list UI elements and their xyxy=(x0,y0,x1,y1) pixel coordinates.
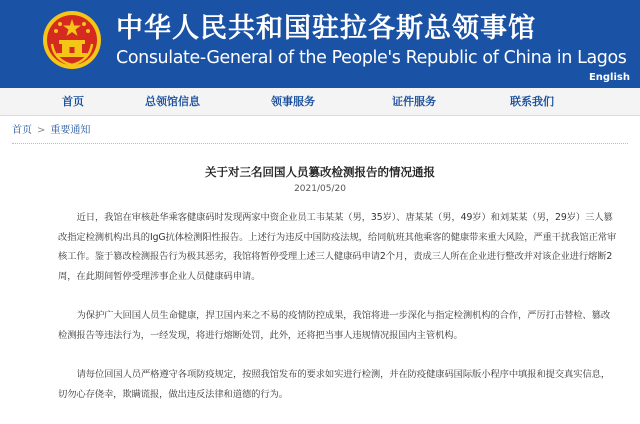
article-paragraph: 请每位回国人员严格遵守各项防疫规定，按照我馆发布的要求如实进行检测，并在防疫健康码国际版小程序中填报和提交真实信息，切勿心存侥幸，欺瞒谎报，做出违反法律和道德的行为。 xyxy=(58,369,611,400)
nav-item-consular-services[interactable]: 领事服务 xyxy=(271,95,315,108)
nav-item-document-services[interactable]: 证件服务 xyxy=(392,95,436,108)
article-date: 2021/05/20 xyxy=(294,184,346,194)
site-title-english: Consulate-General of the People's Republic of China in Lagos xyxy=(116,48,627,68)
nav-item-consulate-info[interactable]: 总领馆信息 xyxy=(145,95,200,108)
nav-item-home[interactable]: 首页 xyxy=(62,95,84,108)
site-header xyxy=(0,0,640,88)
article-paragraph: 为保护广大回国人员生命健康，捍卫国内来之不易的疫情防控成果，我馆将进一步深化与指定检测机构的合作，严厉打击替检、篡改检测报告等违法行为，一经发现，将进行熔断处罚，此外，还将把当事人违规情况报国内主管机构。 xyxy=(58,310,611,341)
article-title: 关于对三名回国人员篡改检测报告的情况通报 xyxy=(205,165,435,179)
breadcrumb-current-link[interactable]: 重要通知 xyxy=(50,125,91,136)
breadcrumb-home-link[interactable]: 首页 xyxy=(12,125,32,136)
breadcrumb-separator: > xyxy=(37,125,46,136)
nav-item-contact-us[interactable]: 联系我们 xyxy=(510,95,554,108)
site-title-chinese: 中华人民共和国驻拉各斯总领事馆 xyxy=(116,13,536,44)
breadcrumb-divider xyxy=(12,143,628,144)
breadcrumb xyxy=(12,124,90,138)
article-paragraph: 近日，我馆在审核赴华乘客健康码时发现两家中资企业员工韦某某（男，35岁）、唐某某（男，49岁）和刘某某（男，29岁）三人篡改指定检测机构出具的IgG抗体检测阳性报告。上述行为违反中国防疫法规，给同航班其他乘客的健康带来重大风险，严重干扰我馆正常审核工作。鉴于篡改检测报告行为极其恶劣，我馆将暂停受理上述三人健康码申请2个月，责成三人所在企业进行整改并对该企业进行熔断2周，在此期间暂停受理涉事企业人员健康码申请。 xyxy=(58,212,617,282)
national-emblem-icon xyxy=(42,10,102,70)
main-navigation xyxy=(0,88,640,116)
article-body xyxy=(58,208,618,424)
english-language-link[interactable]: English xyxy=(588,72,630,83)
